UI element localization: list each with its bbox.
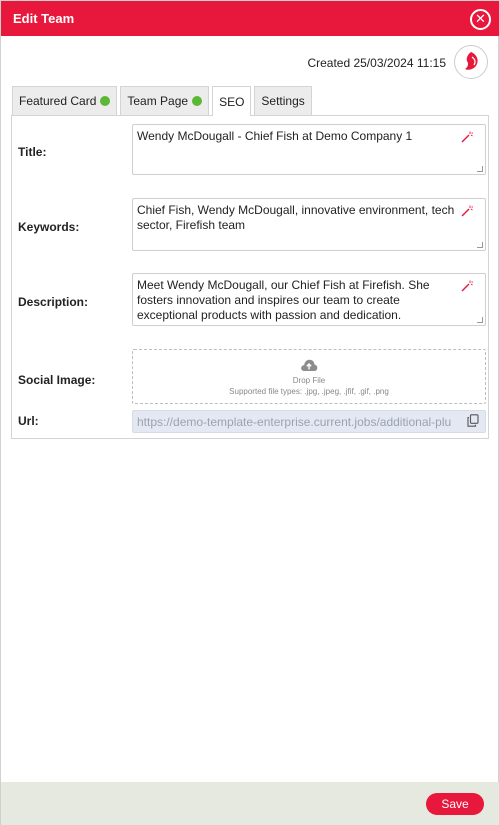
resize-handle[interactable] <box>477 166 483 172</box>
tab-featured-card[interactable] <box>12 86 117 115</box>
tab-label: Settings <box>261 94 305 108</box>
seo-panel <box>11 115 489 439</box>
tab-label: Team Page <box>127 94 189 108</box>
created-timestamp: Created 25/03/2024 11:15 <box>307 56 446 70</box>
resize-handle[interactable] <box>477 317 483 323</box>
keywords-value: Chief Fish, Wendy McDougall, innovative environment, tech sector, Firefish team <box>137 203 455 232</box>
magic-wand-icon[interactable] <box>461 280 473 292</box>
resize-handle[interactable] <box>477 242 483 248</box>
cloud-upload-icon <box>300 358 318 372</box>
url-label: Url: <box>18 414 39 428</box>
description-label: Description: <box>18 295 89 309</box>
status-complete-icon <box>100 96 110 106</box>
social-image-label: Social Image: <box>18 373 96 387</box>
url-field[interactable]: https://demo-template-enterprise.current.jobs/additional-plu <box>132 410 486 433</box>
tab-label: SEO <box>219 94 245 109</box>
description-value: Meet Wendy McDougall, our Chief Fish at Firefish. She fosters innovation and inspires our team to create exceptional products with passion and dedication. <box>137 278 430 322</box>
save-button[interactable]: Save <box>426 793 484 815</box>
magic-wand-icon[interactable] <box>461 205 473 217</box>
keywords-label: Keywords: <box>18 220 80 234</box>
tab-bar <box>12 86 315 115</box>
modal-header <box>1 1 499 36</box>
firefish-logo-icon <box>454 45 488 79</box>
modal-footer <box>1 782 499 825</box>
tab-seo[interactable] <box>212 86 251 116</box>
close-icon: ✕ <box>475 12 486 27</box>
tab-team-page[interactable] <box>120 86 209 115</box>
magic-wand-icon[interactable] <box>461 131 473 143</box>
title-textarea[interactable] <box>132 124 486 175</box>
keywords-textarea[interactable] <box>132 198 486 251</box>
status-complete-icon <box>192 96 202 106</box>
drop-file-text: Drop File <box>292 376 326 385</box>
supported-types-text: Supported file types: .jpg, .jpeg, .jfif, .gif, .png <box>229 387 389 396</box>
close-button[interactable] <box>470 9 491 30</box>
title-label: Title: <box>18 145 47 159</box>
tab-label: Featured Card <box>19 94 97 108</box>
copy-icon[interactable] <box>467 414 479 427</box>
social-image-dropzone[interactable] <box>132 349 486 404</box>
title-value: Wendy McDougall - Chief Fish at Demo Company 1 <box>137 129 413 143</box>
description-textarea[interactable] <box>132 273 486 326</box>
modal-title: Edit Team <box>13 11 75 26</box>
tab-settings[interactable] <box>254 86 311 115</box>
